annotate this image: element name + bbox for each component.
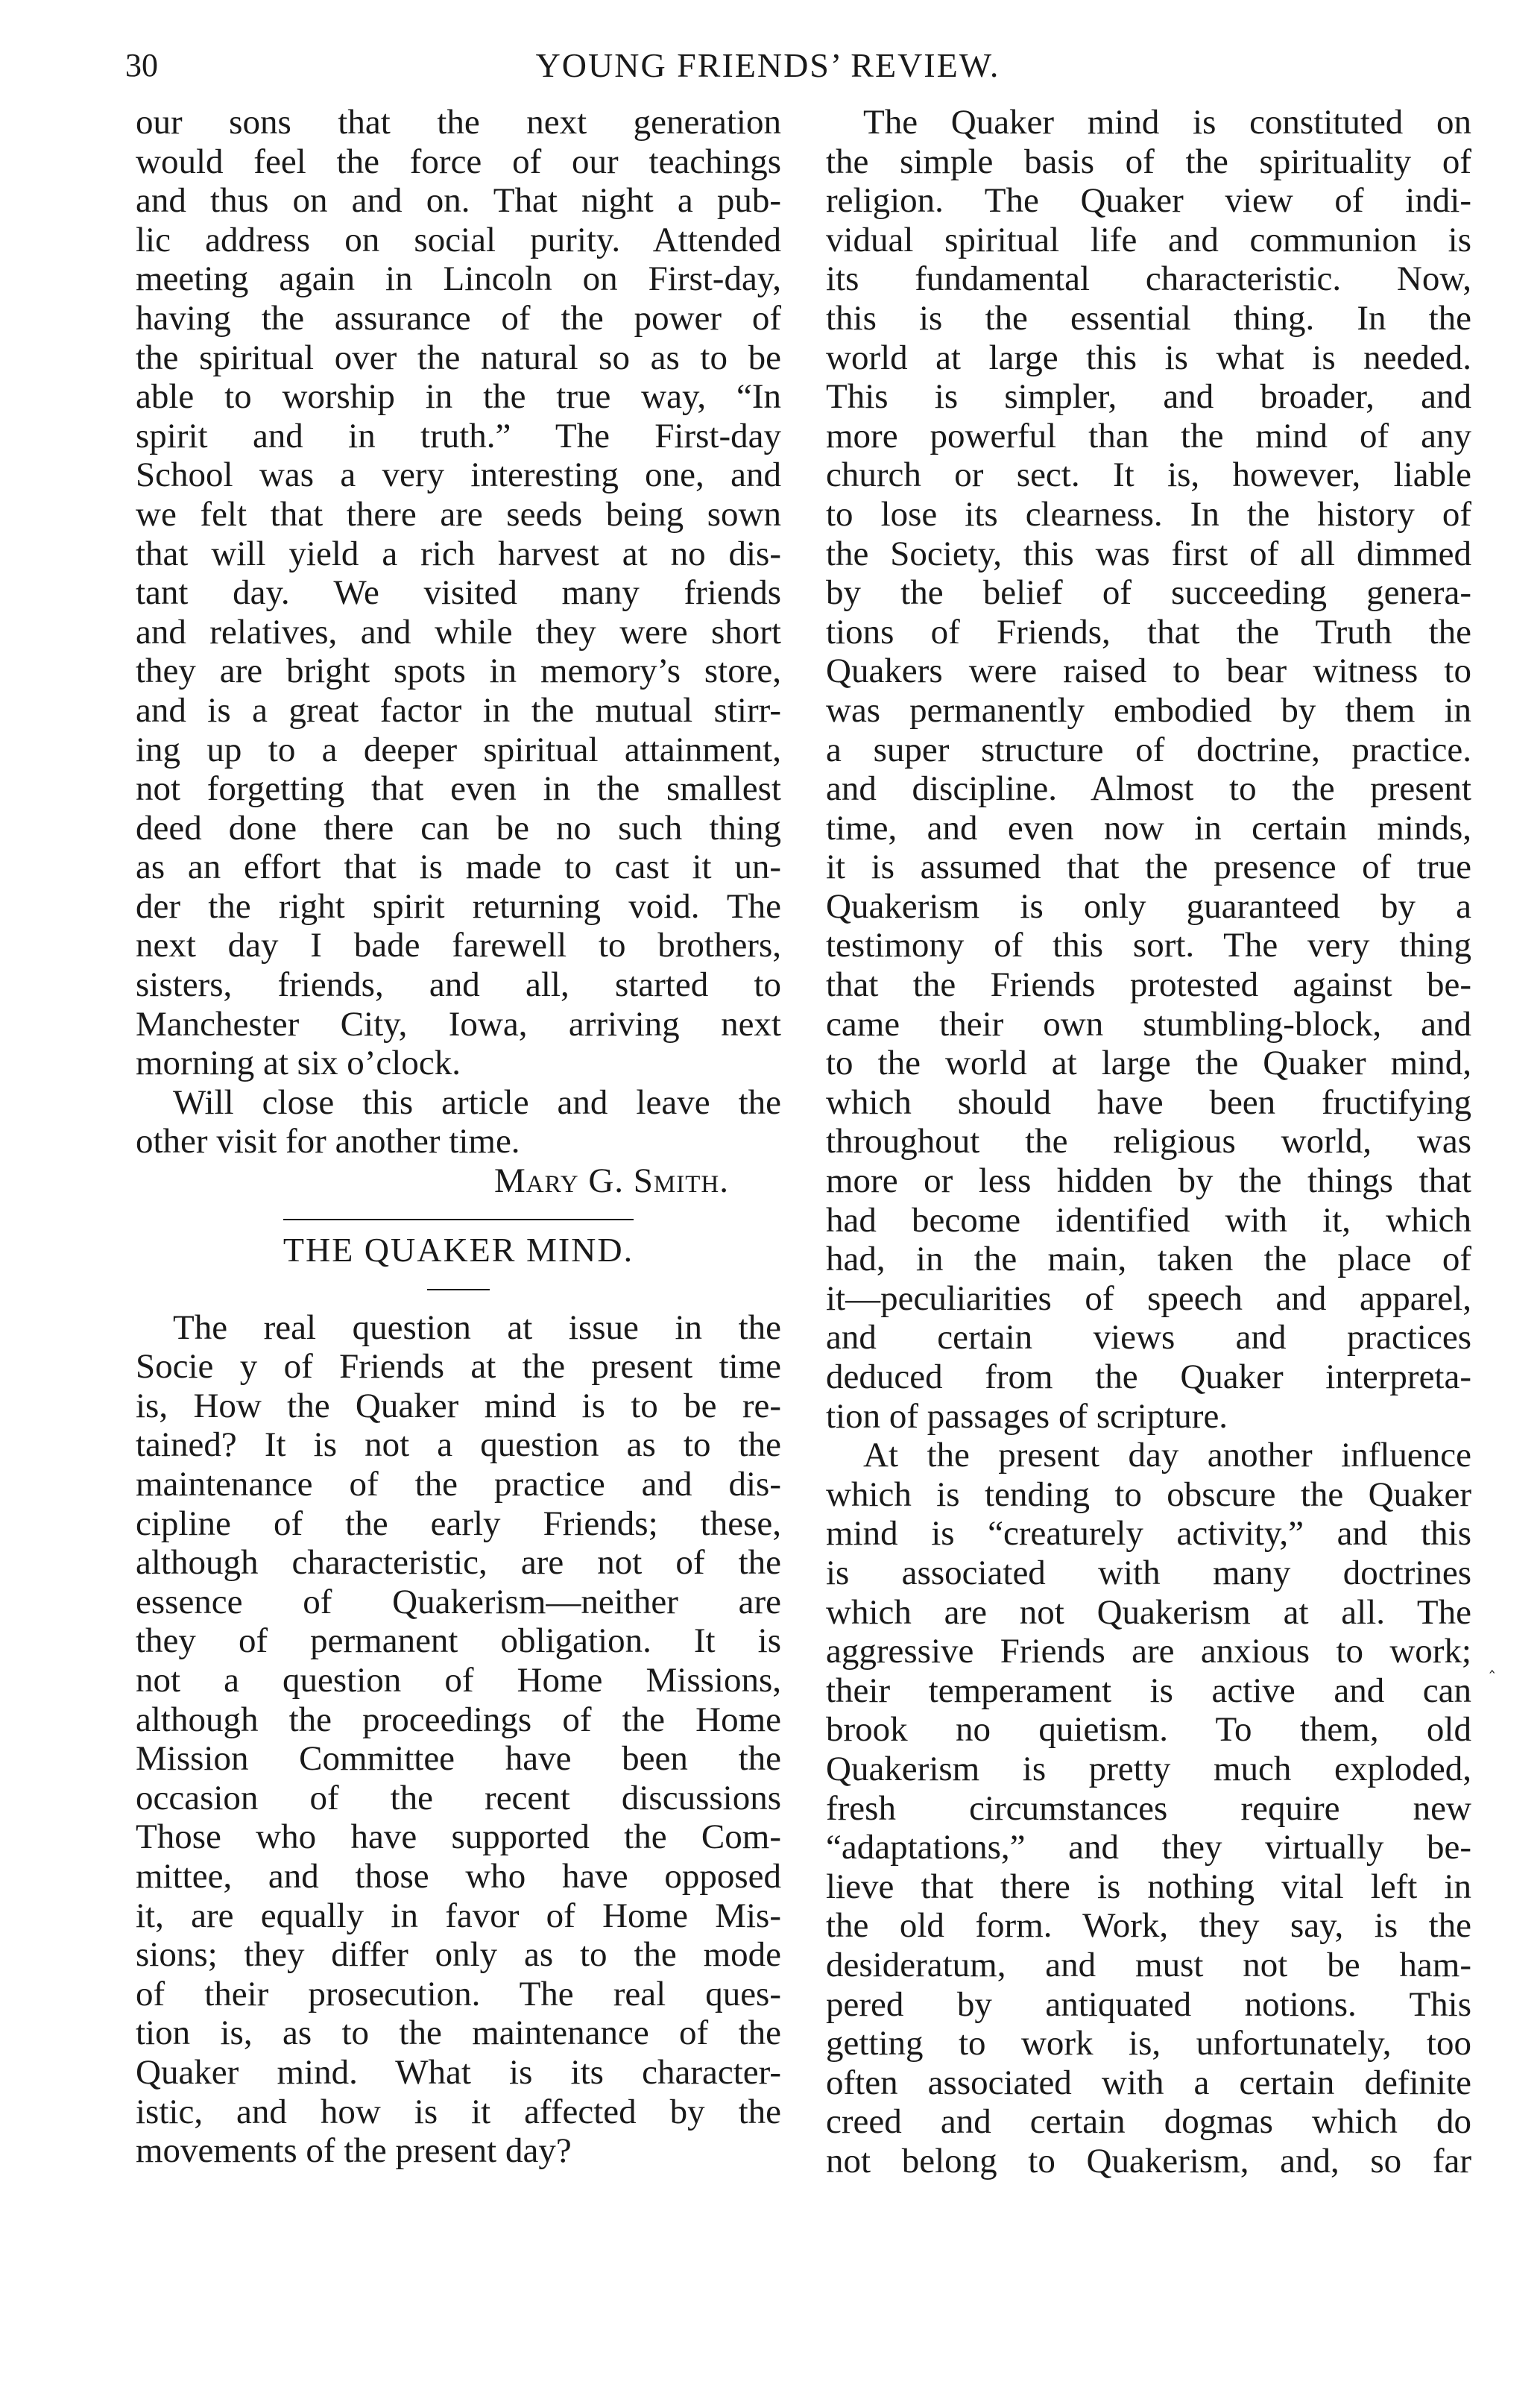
text-line: this is the essential thing. In the — [826, 298, 1471, 338]
text-line: vidual spiritual life and communion is — [826, 220, 1471, 259]
text-line: not forgetting that even in the smallest — [136, 769, 781, 809]
text-line: essence of Quakerism—neither are — [136, 1582, 781, 1621]
closing-paragraph — [136, 1083, 781, 1161]
text-line: as an effort that is made to cast it un- — [136, 848, 781, 887]
text-line: deduced from the Quaker interpreta- — [826, 1357, 1471, 1396]
text-line: The Quaker mind is constituted on — [863, 103, 1471, 142]
text-line: maintenance of the practice and dis- — [136, 1465, 781, 1504]
text-line: having the assurance of the power of — [136, 298, 781, 338]
text-line: they are bright spots in memory’s store, — [136, 652, 781, 691]
text-line: religion. The Quaker view of indi- — [826, 181, 1471, 221]
running-head: YOUNG FRIENDS’ REVIEW. — [535, 46, 1000, 84]
title-rule — [427, 1289, 490, 1290]
text-line: throughout the religious world, was — [826, 1122, 1471, 1161]
text-line: aggressive Friends are anxious to work; — [826, 1632, 1471, 1671]
text-line: of their prosecution. The real ques- — [136, 1974, 781, 2013]
text-line: which should have been fructifying — [826, 1082, 1471, 1122]
text-line: to the world at large the Quaker mind, — [826, 1044, 1471, 1083]
text-line: sions; they differ only as to the mode — [136, 1935, 781, 1975]
text-line: mind is “creaturely activity,” and this — [826, 1514, 1471, 1554]
text-line: came their own stumbling-block, and — [826, 1004, 1471, 1044]
right-paragraph-1 — [826, 103, 1471, 1436]
text-line: tions of Friends, that the Truth the — [826, 612, 1471, 652]
text-line: a super structure of doctrine, practice. — [826, 730, 1471, 769]
text-line: the old form. Work, they say, is the — [826, 1906, 1471, 1946]
text-line: sisters, friends, and all, started to — [136, 965, 781, 1005]
text-line: deed done there can be no such thing — [136, 808, 781, 848]
text-line: that the Friends protested against be- — [826, 965, 1471, 1005]
text-line: occasion of the recent discussions — [136, 1778, 781, 1817]
signature: Mary G. Smith. — [493, 1161, 729, 1201]
text-line: more or less hidden by the things that — [826, 1161, 1471, 1201]
text-line: At the present day another influence — [863, 1436, 1471, 1475]
text-line: istic, and how is it affected by the — [136, 2092, 781, 2131]
margin-mark: ‸ — [1489, 1654, 1495, 1673]
text-line: had become identified with it, which — [826, 1200, 1471, 1240]
text-line: often associated with a certain definite — [826, 2063, 1471, 2102]
text-line: This is simpler, and broader, and — [826, 377, 1471, 417]
text-line: is associated with many doctrines — [826, 1553, 1471, 1592]
text-line: creed and certain dogmas which do — [826, 2102, 1471, 2142]
text-line: Quakers were raised to bear witness to — [826, 652, 1471, 691]
section-divider — [283, 1219, 634, 1220]
text-line: church or sect. It is, however, liable — [826, 455, 1471, 495]
text-line: lieve that there is nothing vital left in — [826, 1867, 1471, 1906]
text-line: lic address on social purity. Attended — [136, 220, 781, 259]
text-line: more powerful than the mind of any — [826, 416, 1471, 455]
text-line: ing up to a deeper spiritual attainment, — [136, 730, 781, 769]
right-column — [826, 103, 1471, 2180]
left-column — [136, 103, 781, 2171]
article-title: THE QUAKER MIND. — [283, 1230, 634, 1269]
text-line: The real question at issue in the — [173, 1308, 781, 1347]
text-line: its fundamental characteristic. Now, — [826, 259, 1471, 299]
text-line: School was a very interesting one, and — [136, 455, 781, 495]
text-line: desideratum, and must not be ham- — [826, 1945, 1471, 1984]
text-line: the Society, this was first of all dimmed — [826, 534, 1471, 573]
text-line: getting to work is, unfortunately, too — [826, 2024, 1471, 2063]
article-paragraph — [136, 1308, 781, 2171]
text-line: and certain views and practices — [826, 1318, 1471, 1357]
text-line: our sons that the next generation — [136, 103, 781, 142]
text-line: Quaker mind. What is its character- — [136, 2052, 781, 2092]
text-line: mittee, and those who have opposed — [136, 1856, 781, 1896]
text-line: world at large this is what is needed. — [826, 338, 1471, 377]
text-line: tion is, as to the maintenance of the — [136, 2013, 781, 2053]
text-line: “adaptations,” and they virtually be- — [826, 1828, 1471, 1867]
text-line: spirit and in truth.” The First-day — [136, 416, 781, 455]
text-line: although characteristic, are not of the — [136, 1543, 781, 1583]
right-paragraph-2 — [826, 1436, 1471, 2180]
text-line: Quakerism is only guaranteed by a — [826, 886, 1471, 926]
text-line: tion of passages of scripture. — [826, 1396, 1228, 1436]
text-line: time, and even now in certain minds, — [826, 808, 1471, 848]
text-line: not a question of Home Missions, — [136, 1660, 781, 1700]
text-line: other visit for another time. — [136, 1122, 520, 1161]
text-line: to lose its clearness. In the history of — [826, 494, 1471, 534]
text-line: their temperament is active and can — [826, 1671, 1471, 1710]
text-line: Manchester City, Iowa, arriving next — [136, 1004, 781, 1044]
text-line: fresh circumstances require new — [826, 1788, 1471, 1828]
text-line: the simple basis of the spirituality of — [826, 142, 1471, 181]
letter-continuation — [136, 103, 781, 1083]
text-line: cipline of the early Friends; these, — [136, 1504, 781, 1543]
text-line: by the belief of succeeding genera- — [826, 573, 1471, 613]
text-line: was permanently embodied by them in — [826, 690, 1471, 730]
text-line: Those who have supported the Com- — [136, 1817, 781, 1857]
text-line: Will close this article and leave the — [173, 1082, 781, 1122]
text-line: that will yield a rich harvest at no dis- — [136, 534, 781, 573]
text-line: the spiritual over the natural so as to be — [136, 338, 781, 377]
text-line: it—peculiarities of speech and apparel, — [826, 1278, 1471, 1318]
text-line: and discipline. Almost to the present — [826, 769, 1471, 809]
text-line: and is a great factor in the mutual stirr- — [136, 690, 781, 730]
text-line: testimony of this sort. The very thing — [826, 926, 1471, 965]
text-line: tant day. We visited many friends — [136, 573, 781, 613]
text-line: movements of the present day? — [136, 2131, 572, 2171]
text-line: had, in the main, taken the place of — [826, 1240, 1471, 1279]
text-line: which are not Quakerism at all. The — [826, 1592, 1471, 1632]
text-line: Quakerism is pretty much exploded, — [826, 1749, 1471, 1788]
text-line: it is assumed that the presence of true — [826, 848, 1471, 887]
text-line: Socie y of Friends at the present time — [136, 1347, 781, 1387]
text-line: der the right spirit returning void. The — [136, 886, 781, 926]
text-line: not belong to Quakerism, and, so far — [826, 2141, 1471, 2180]
text-line: which is tending to obscure the Quaker — [826, 1475, 1471, 1514]
text-line: brook no quietism. To them, old — [826, 1710, 1471, 1750]
text-line: pered by antiquated notions. This — [826, 1984, 1471, 2024]
text-line: is, How the Quaker mind is to be re- — [136, 1386, 781, 1425]
text-line: would feel the force of our teachings — [136, 142, 781, 181]
text-line: able to worship in the true way, “In — [136, 377, 781, 417]
text-line: they of permanent obligation. It is — [136, 1621, 781, 1661]
text-line: it, are equally in favor of Home Mis- — [136, 1896, 781, 1935]
page-number: 30 — [125, 47, 158, 83]
text-line: Mission Committee have been the — [136, 1739, 781, 1779]
text-line: meeting again in Lincoln on First-day, — [136, 259, 781, 299]
text-line: although the proceedings of the Home — [136, 1700, 781, 1739]
text-line: we felt that there are seeds being sown — [136, 494, 781, 534]
text-line: tained? It is not a question as to the — [136, 1425, 781, 1465]
text-line: and relatives, and while they were short — [136, 612, 781, 652]
text-line: next day I bade farewell to brothers, — [136, 926, 781, 965]
text-line: morning at six o’clock. — [136, 1044, 461, 1083]
text-line: and thus on and on. That night a pub- — [136, 181, 781, 221]
